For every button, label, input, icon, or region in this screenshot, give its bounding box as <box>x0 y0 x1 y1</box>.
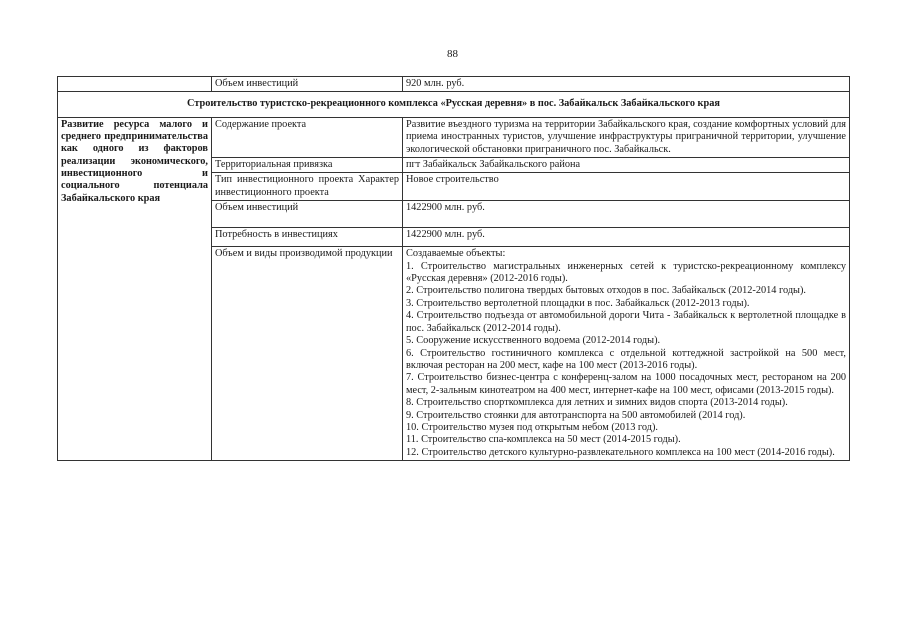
row-value: Развитие въездного туризма на территории Забайкальского края, создание комфортных условий для приема иностранных туристов, улучшение инфраструктуры приграничной территории, улучшение экологической обстановки приграничного пос. Забайкальск. <box>403 117 850 157</box>
list-item: 10. Строительство музея под открытым небом (2013 год). <box>406 421 658 433</box>
list-item: 1. Строительство магистральных инженерных сетей к туристско-рекреационному комплексу «Русская деревня» (2012-2016 годы). <box>406 260 846 285</box>
row-label: Территориальная привязка <box>212 158 403 173</box>
row-value: 1422900 млн. руб. <box>403 201 850 228</box>
table-row <box>58 117 850 157</box>
list-item: 7. Строительство бизнес-центра с конференц-залом на 1000 посадочных мест, рестораном на 200 мест, 2-зальным кинотеатром на 400 мест, интернет-кафе на 100 мест, офисами (2013-2015 годы). <box>406 372 846 396</box>
list-item: 8. Строительство спорткомплекса для летних и зимних видов спорта (2013-2014 годы). <box>406 397 788 409</box>
row-label: Объем инвестиций <box>212 77 403 92</box>
list-item: 2. Строительство полигона твердых бытовых отходов в пос. Забайкальск (2012-2014 годы). <box>406 285 806 297</box>
empty-cell <box>58 77 212 92</box>
row-label: Объем и виды производимой продукции <box>212 247 403 461</box>
list-item: 11. Строительство спа-комплекса на 50 мест (2014-2015 годы). <box>406 434 681 446</box>
row-label: Содержание проекта <box>212 117 403 157</box>
list-item: 4. Строительство подъезда от автомобильной дороги Чита - Забайкальск к вертолетной площадке в пос. Забайкальск (2012-2014 годы). <box>406 310 846 334</box>
products-list <box>403 247 850 461</box>
table-row-top-investment <box>58 77 850 92</box>
section-title: Строительство туристско-рекреационного комплекса «Русская деревня» в пос. Забайкальск Забайкальского края <box>58 92 850 117</box>
page-number: 88 <box>447 48 458 60</box>
row-value: 920 млн. руб. <box>403 77 850 92</box>
row-label: Потребность в инвестициях <box>212 228 403 247</box>
list-item: 3. Строительство вертолетной площадки в пос. Забайкальск (2012-2013 годы). <box>406 297 750 309</box>
row-value: Новое строительство <box>403 173 850 201</box>
row-label: Объем инвестиций <box>212 201 403 228</box>
list-item: 6. Строительство гостиничного комплекса с отдельной коттеджной застройкой на 500 мест, включая ресторан на 200 мест, кафе на 100 мест (2013-2016 годы). <box>406 347 846 371</box>
project-table <box>57 76 850 461</box>
list-item: 9. Строительство стоянки для автотранспорта на 500 автомобилей (2014 год). <box>406 409 746 421</box>
products-intro: Создаваемые объекты: <box>406 248 506 260</box>
list-item: 5. Сооружение искусственного водоема (2012-2014 годы). <box>406 335 661 347</box>
left-column-text: Развитие ресурса малого и среднего предпринимательства как одного из факторов реализации экономического, инвестиционного и социального потенциала Забайкальского края <box>58 117 212 460</box>
row-value: 1422900 млн. руб. <box>403 228 850 247</box>
table-row-section-title <box>58 92 850 117</box>
row-label: Тип инвестиционного проекта Характер инвестиционного проекта <box>212 173 403 201</box>
list-item: 12. Строительство детского культурно-развлекательного комплекса на 100 мест (2014-2016 годы). <box>406 446 835 458</box>
row-value: пгт Забайкальск Забайкальского района <box>403 158 850 173</box>
